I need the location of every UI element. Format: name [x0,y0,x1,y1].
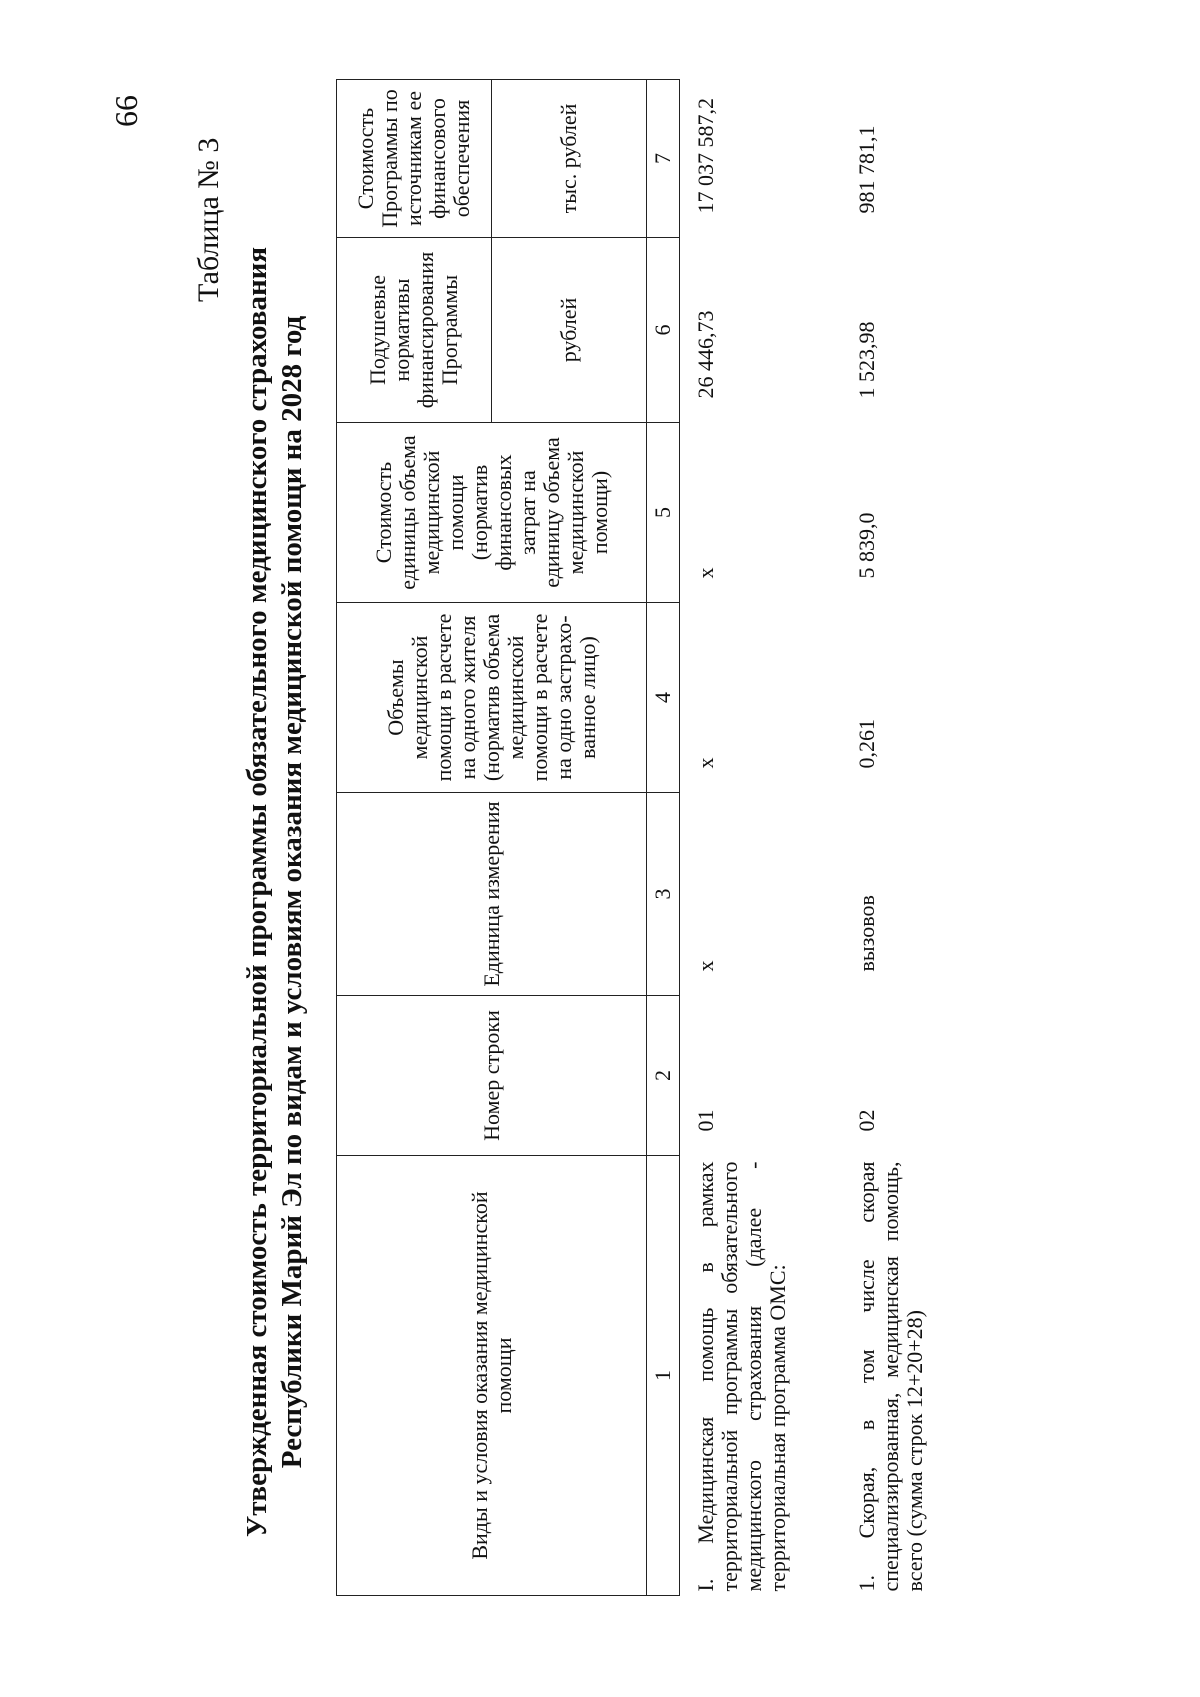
row-unit-cost: х [693,567,718,579]
row-per-capita: 1 523,98 [854,321,879,399]
row-total-cost: 981 781,1 [854,125,879,214]
title-line-2: Республики Марий Эл по видам и условиям оказания медицинской помощи на 2028 год [276,315,308,1469]
row-name: 1. Скорая, в том числе скорая специализированная, медицинская помощь, всего (сумма строк 12+20+28) [854,1161,927,1592]
header-volume: Объемы медицинской помощи в расчете на одного жителя (норматив объема медицинской помощи в расчете на одно застрахо-ванное лицо) [337,603,647,793]
page-number: 66 [108,95,144,127]
column-number: 6 [647,238,680,423]
row-total-cost: 17 037 587,2 [693,98,718,214]
row-line-number: 02 [854,1109,879,1132]
column-number: 5 [647,423,680,603]
row-unit-cost: 5 839,0 [854,512,879,579]
unit-rubles: рублей [492,238,647,423]
column-number: 4 [647,603,680,793]
column-number: 7 [647,80,680,238]
row-per-capita: 26 446,73 [693,310,718,399]
column-number: 1 [647,1156,680,1596]
row-volume: х [693,757,718,769]
header-total-cost: Стоимость Программы по источникам ее финансового обеспечения [337,80,492,238]
column-number: 2 [647,996,680,1156]
table-row [680,80,842,1596]
row-unit: х [693,960,718,972]
header-line-number: Номер строки [337,996,647,1156]
row-volume: 0,261 [854,719,879,769]
column-number: 3 [647,793,680,996]
header-unit-cost: Стоимость единицы объема медицинской помощи (норматив финансовых затрат на единицу объема медицинской помощи) [337,423,647,603]
cost-table [336,79,967,1596]
unit-thousand-rubles: тыс. рублей [492,80,647,238]
document-title [240,232,310,1552]
row-unit: вызовов [854,895,879,972]
header-kinds: Виды и условия оказания медицинской помощи [337,1156,647,1596]
title-line-1: Утвержденная стоимость территориальной программы обязательного медицинского страхования [241,246,273,1538]
row-line-number: 01 [693,1109,718,1132]
header-unit: Единица измерения [337,793,647,996]
table-label: Таблица № 3 [192,137,225,302]
row-name: I. Медицинская помощь в рамках территориальной программы обязательного медицинского страхования (далее - территориальная программа ОМС: [693,1161,790,1592]
header-per-capita: Подушевые нормативы финансирования Программы [337,238,492,423]
table-row [841,80,967,1596]
